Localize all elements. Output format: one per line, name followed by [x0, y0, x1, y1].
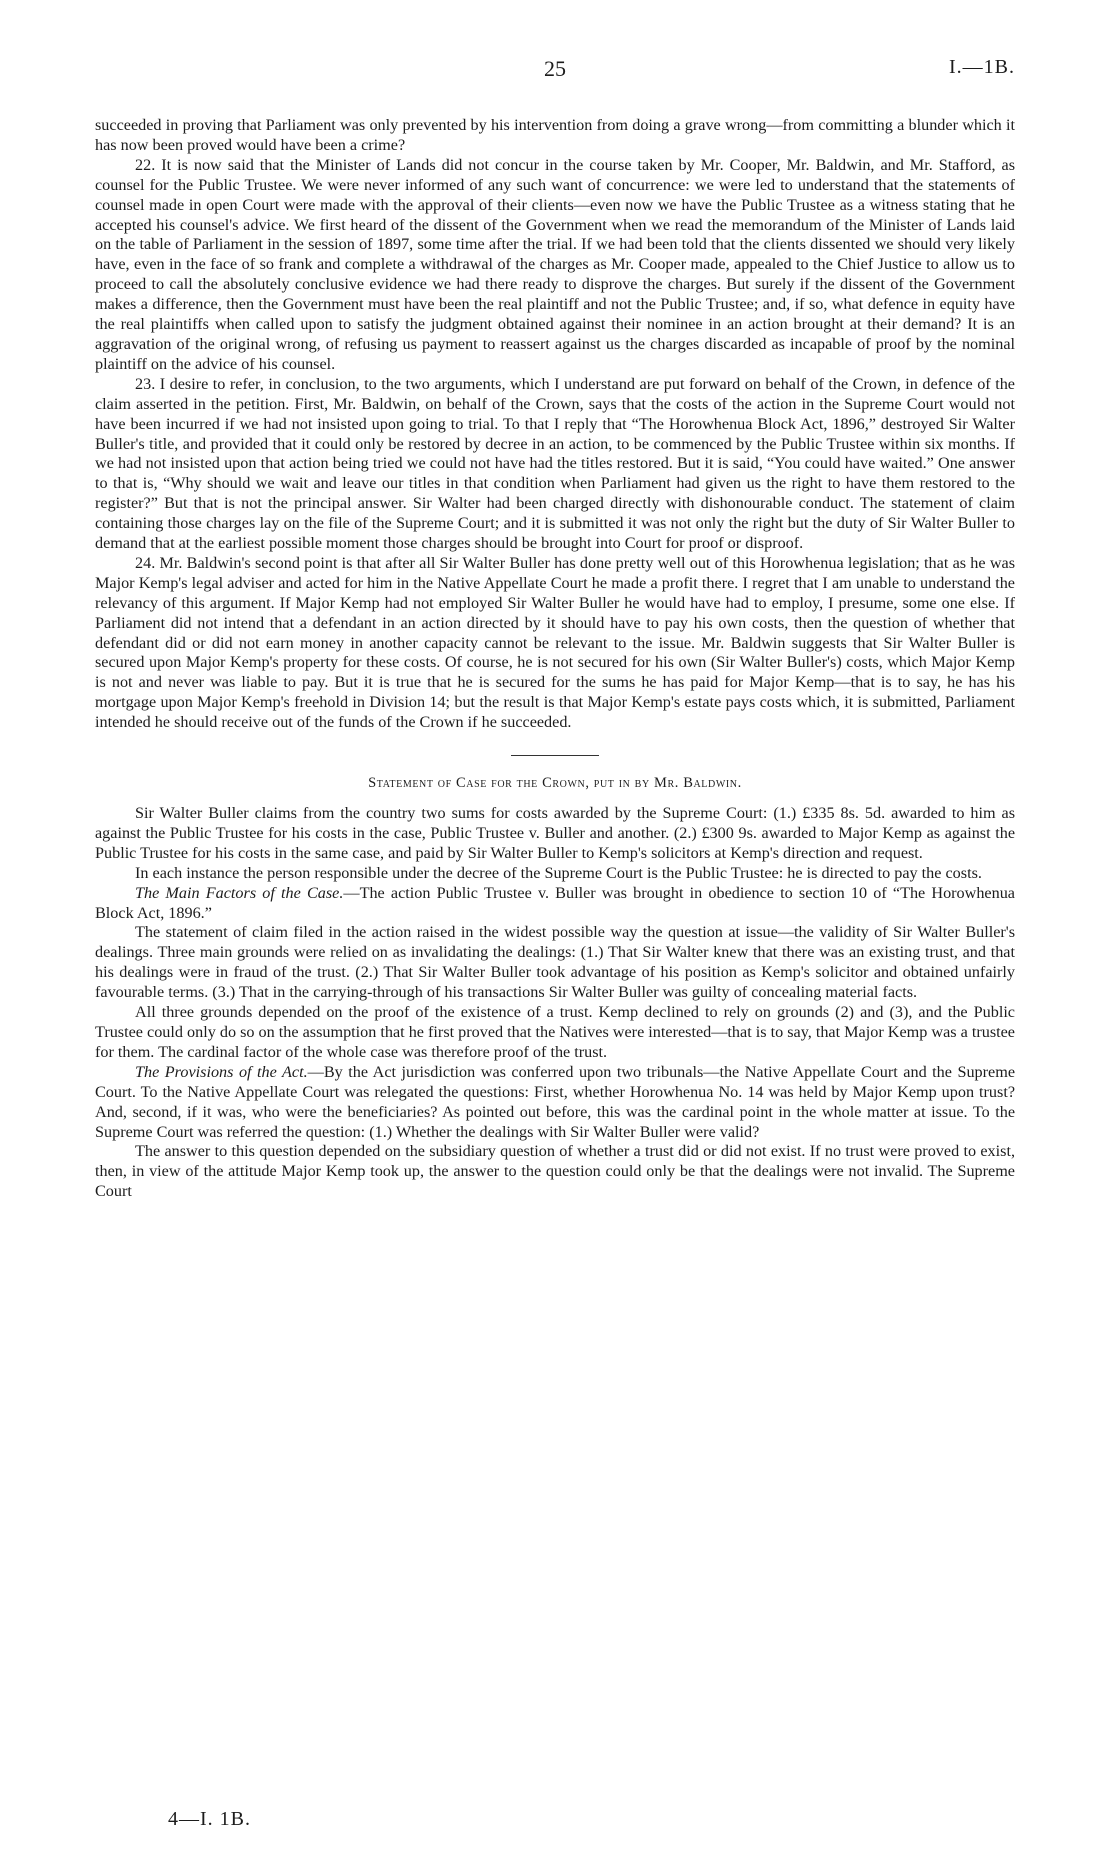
provisions-heading: The Provisions of the Act. — [135, 1062, 308, 1081]
paragraph-24: 24. Mr. Baldwin's second point is that after all Sir Walter Buller has done pretty well out of this Horowhenua legislation; that as he was Major Kemp's legal adviser and acted for him in the Native Appellate Court he made a profit there. I regret that I am unable to understand the relevancy of this argument. If Major Kemp had not employed Sir Walter Buller he would have had to employ, I presume, some one else. If Parliament did not intend that a defendant in an action directed by it should have to pay his own costs, then the question of whether that defendant did or did not earn money in another capacity cannot be relevant to the issue. Mr. Baldwin suggests that Sir Walter Buller is secured upon Major Kemp's property for these costs. Of course, he is not secured for his own (Sir Walter Buller's) costs, which Major Kemp is not and never was liable to pay. But it is true that he is secured for the sums he has paid for Major Kemp—that is to say, he has his mortgage upon Major Kemp's freehold in Division 14; but the result is that Major Kemp's estate pays costs which, it is submitted, Parliament intended he should receive out of the funds of the Crown if he succeeded. — [95, 553, 1015, 732]
paragraph-23: 23. I desire to refer, in conclusion, to the two arguments, which I understand are put forward on behalf of the Crown, in defence of the claim asserted in the petition. First, Mr. Baldwin, on behalf of the Crown, says that the costs of the action in the Supreme Court would not have been incurred if we had not insisted upon going to trial. To that I reply that “The Horowhenua Block Act, 1896,” destroyed Sir Walter Buller's title, and provided that it could only be restored by decree in an action, to be commenced by the Public Trustee within six months. If we had not insisted upon that action being tried we could not have had the titles restored. But it is said, “You could have waited.” One answer to that is, “Why should we wait and leave our titles in that condition when Parliament had given us the right to have them restored to the register?” But that is not the principal answer. Sir Walter had been charged directly with dishonourable conduct. The statement of claim containing those charges lay on the file of the Supreme Court; and it is submitted it was not only the right but the duty of Sir Walter Buller to demand that at the earliest possible moment those charges should be brought into Court for proof or disproof. — [95, 374, 1015, 553]
paragraph-provisions — [95, 1063, 1015, 1143]
section-divider — [511, 755, 599, 756]
main-factors-text: —The action Public Trustee v. Buller was brought in obedience to section 10 of “The Horowhenua Block Act, 1896.” — [95, 883, 1015, 922]
paragraph-responsible: In each instance the person responsible under the decree of the Supreme Court is the Public Trustee: he is directed to pay the costs. — [135, 863, 982, 882]
paragraph-22: 22. It is now said that the Minister of Lands did not concur in the course taken by Mr. Cooper, Mr. Baldwin, and Mr. Stafford, as counsel for the Public Trustee. We were never informed of any such want of concurrence: we were led to understand that the statements of counsel made in open Court were made with the approval of their clients—even now we have the Public Trustee as a witness stating that he accepted his counsel's advice. We first heard of the dissent of the Government when we read the memorandum of the Minister of Lands laid on the table of Parliament in the session of 1897, some time after the trial. If we had been told that the clients dissented we should very likely have, even in the face of so frank and complete a withdrawal of the charges as Mr. Cooper made, appealed to the Chief Justice to allow us to proceed to call the absolutely conclusive evidence we had there ready to disprove the charges. But surely if the dissent of the Government makes a difference, then the Government must have been the real plaintiff and not the Public Trustee; and, if so, what defence in equity have the real plaintiffs when called upon to satisfy the judgment obtained against their nominee in an action brought at their demand? It is an aggravation of the original wrong, of refusing us payment to reassert against us the charges discarded as incapable of proof by the nominal plaintiff on the advice of his counsel. — [95, 155, 1015, 373]
paragraph-continued: succeeded in proving that Parliament was only prevented by his intervention from doing a grave wrong—from committing a blunder which it has now been proved would have been a crime? — [95, 116, 1015, 154]
paragraph-statement-of-claim: The statement of claim filed in the action raised in the widest possible way the question at issue—the validity of Sir Walter Buller's dealings. Three main grounds were relied on as invalidating the dealings: (1.) That Sir Walter knew that there was an existing trust, and that his dealings were in fraud of the trust. (2.) That Sir Walter Buller took advantage of his position as Kemp's solicitor and obtained unfairly favourable terms. (3.) That in the carrying-through of his transactions Sir Walter Buller was guilty of concealing material facts. — [95, 923, 1015, 1002]
paragraph-claims: Sir Walter Buller claims from the country two sums for costs awarded by the Supreme Court: (1.) £335 8s. 5d. awarded to him as against the Public Trustee for his costs in the case, Public Trustee v. Buller and another. (2.) £300 9s. awarded to Major Kemp as against the Public Trustee for his costs in the same case, and paid by Sir Walter Buller to Kemp's solicitors at Kemp's direction and request. — [95, 804, 1015, 862]
page-number: 25 — [544, 56, 566, 81]
page-header — [95, 56, 1015, 86]
paragraph-answer: The answer to this question depended on the subsidiary question of whether a trust did or did not exist. If no trust were proved to exist, then, in view of the attitude Major Kemp took up, the answer to the question could only be that the dealings were not invalid. The Supreme Court — [95, 1142, 1015, 1201]
body-text — [95, 116, 1015, 1202]
provisions-text: —By the Act jurisdiction was conferred upon two tribunals—the Native Appellate Court and the Supreme Court. To the Native Appellate Court was relegated the questions: First, whether Horowhenua No. 14 was held by Major Kemp upon trust? And, second, if it was, who were the beneficiaries? As pointed out before, this was the cardinal point in the whole matter at issue. To the Supreme Court was referred the question: (1.) Whether the dealings with Sir Walter Buller were valid? — [95, 1062, 1016, 1141]
document-reference: I.—1B. — [949, 56, 1015, 78]
footer-signature-mark: 4—I. 1B. — [168, 1808, 251, 1830]
paragraph-three-grounds: All three grounds depended on the proof of the existence of a trust. Kemp declined to rely on grounds (2) and (3), and the Public Trustee could only do so on the assumption that he first proved that the Natives were interested—that is to say, that Major Kemp was a trustee for them. The cardinal factor of the whole case was therefore proof of the trust. — [95, 1003, 1015, 1061]
paragraph-main-factors — [95, 884, 1015, 924]
section-heading: Statement of Case for the Crown, put in by Mr. Baldwin. — [368, 775, 742, 792]
main-factors-heading: The Main Factors of the Case. — [135, 883, 344, 902]
